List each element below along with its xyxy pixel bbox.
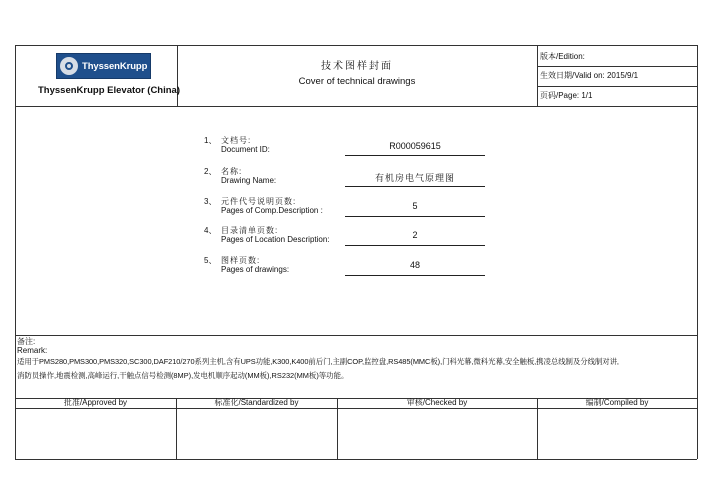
logo-text: ThyssenKrupp: [82, 60, 148, 72]
field-number: 2、: [204, 167, 217, 176]
field-number: 4、: [204, 226, 217, 235]
remark-line-1: 适用于PMS280,PMS300,PMS320,SC300,DAF210/270系列主机,含有UPS功能,K300,K400前后门,主副COP,监控盘,RS485(MMC板),门科光幕,微科光幕,安全触板,携凌总线制及分线制对讲,: [17, 357, 619, 366]
header-divider: [15, 106, 697, 107]
remark-label-en: Remark:: [17, 346, 48, 355]
field-underline: [345, 216, 485, 217]
field-value: R000059615: [389, 141, 441, 151]
field-label-en: Drawing Name:: [221, 176, 277, 185]
field-number: 3、: [204, 197, 217, 206]
approved-by-header: 批准/Approved by: [63, 398, 128, 407]
title-cn: 技术图样封面: [321, 61, 393, 72]
approved-by-cell: [16, 409, 176, 459]
field-value: 5: [412, 201, 418, 211]
field-value: 48: [409, 260, 420, 270]
compiled-by-cell: [538, 409, 697, 459]
frame-bottom: [15, 459, 697, 460]
field-label-cn: 元件代号说明页数:: [221, 197, 297, 206]
field-value: 2: [412, 230, 418, 240]
field-underline: [345, 275, 485, 276]
valid-on-label: 生效日期/Valid on: 2015/9/1: [540, 71, 639, 80]
logo-emblem-icon: [60, 57, 78, 75]
field-number: 1、: [204, 136, 217, 145]
company-logo: [56, 53, 151, 79]
checked-by-cell: [338, 409, 537, 459]
compiled-by-header: 编制/Compiled by: [585, 398, 649, 407]
valid-row-line: [537, 86, 697, 87]
field-label-cn: 名称:: [221, 167, 243, 176]
field-number: 5、: [204, 256, 217, 265]
field-label-en: Document ID:: [221, 145, 270, 154]
standardized-by-header: 标准化/Standardized by: [214, 398, 299, 407]
title-en: Cover of technical drawings: [298, 76, 416, 87]
field-value: 有机房电气原理图: [374, 173, 455, 183]
page-label: 页码/Page: 1/1: [540, 91, 593, 100]
checked-by-header: 审核/Checked by: [406, 398, 468, 407]
frame-left: [15, 45, 16, 459]
field-label-en: Pages of drawings:: [221, 265, 290, 274]
edition-row-line: [537, 66, 697, 67]
field-label-en: Pages of Comp.Description :: [221, 206, 323, 215]
frame-top: [15, 45, 697, 46]
field-label-cn: 目录清单页数:: [221, 226, 279, 235]
field-underline: [345, 245, 485, 246]
standardized-by-cell: [177, 409, 337, 459]
field-label-en: Pages of Location Description:: [221, 235, 330, 244]
field-underline: [345, 155, 485, 156]
remark-label-cn: 备注:: [17, 337, 36, 346]
company-name: ThyssenKrupp Elevator (China): [38, 85, 180, 96]
edition-label: 版本/Edition:: [540, 52, 585, 61]
remark-top-line: [15, 335, 697, 336]
field-underline: [345, 186, 485, 187]
field-label-cn: 图样页数:: [221, 256, 261, 265]
remark-line-2: 消防员操作,地震检测,高峰运行,干触点信号检测(8MP),发电机顺序起动(MM板),RS232(MM板)等功能。: [17, 371, 349, 380]
header-col-2: [537, 45, 538, 106]
header-col-1: [177, 45, 178, 106]
frame-right: [697, 45, 698, 459]
field-label-cn: 文档号:: [221, 136, 252, 145]
